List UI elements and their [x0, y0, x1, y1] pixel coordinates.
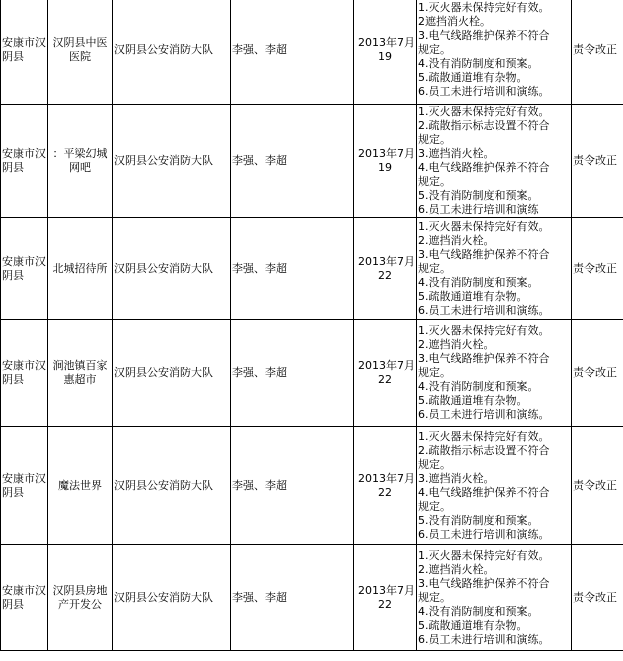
date-cell	[354, 545, 417, 651]
date-day: 19	[378, 161, 392, 174]
dept-cell: 汉阴县公安消防大队	[113, 218, 231, 320]
inspector-cell: 李强、李超	[231, 427, 354, 545]
issues-cell	[417, 427, 572, 545]
issue-line: 1.灭火器未保持完好有效。	[418, 0, 550, 14]
issue-line: 2.疏散指示标志设置不符合	[418, 443, 550, 457]
date-cell	[354, 0, 417, 105]
unit-cell: 汉阴县房地产开发公	[48, 545, 113, 651]
issue-line: 4.电气线路维护保养不符合	[418, 161, 550, 174]
table-row	[1, 0, 623, 105]
region-cell: 安康市汉阴县	[1, 545, 48, 651]
issue-line: 规定。	[418, 499, 451, 513]
unit-cell: 涧池镇百家惠超市	[48, 320, 113, 427]
table-row	[1, 218, 623, 320]
issue-line: 2.疏散指示标志设置不符合	[418, 119, 550, 132]
table-row	[1, 427, 623, 545]
issues-cell	[417, 545, 572, 651]
issues-cell	[417, 105, 572, 218]
action-cell: 责令改正	[572, 0, 623, 105]
unit-cell: 魔法世界	[48, 427, 113, 545]
table-row	[1, 320, 623, 427]
issue-line: 3.遮挡消火栓。	[418, 471, 495, 485]
issue-line: 4.没有消防制度和预案。	[418, 56, 539, 70]
region-cell: 安康市汉阴县	[1, 427, 48, 545]
issue-line: 4.没有消防制度和预案。	[418, 275, 539, 289]
issue-line: 1.灭火器未保持完好有效。	[418, 105, 550, 118]
issue-line: 4.没有消防制度和预案。	[418, 380, 539, 393]
inspector-cell: 李强、李超	[231, 0, 354, 105]
issue-line: 规定。	[418, 42, 451, 56]
issues-cell	[417, 218, 572, 320]
issue-line: 规定。	[418, 590, 451, 604]
action-cell: 责令改正	[572, 218, 623, 320]
date-cell	[354, 105, 417, 218]
issue-line: 5.疏散通道堆有杂物。	[418, 289, 528, 303]
issue-line: 1.灭火器未保持完好有效。	[418, 548, 550, 562]
date-month: 2013年7月	[358, 254, 415, 268]
action-cell: 责令改正	[572, 427, 623, 545]
dept-cell: 汉阴县公安消防大队	[113, 545, 231, 651]
region-cell: 安康市汉阴县	[1, 320, 48, 427]
date-month: 2013年7月	[358, 35, 415, 49]
issue-line: 6.员工未进行培训和演练	[418, 203, 539, 216]
date-day: 22	[378, 373, 392, 386]
unit-cell: ：平梁幻城网吧	[48, 105, 113, 218]
issue-line: 3.遮挡消火栓。	[418, 147, 495, 160]
issue-line: 规定。	[418, 133, 451, 146]
issues-cell	[417, 320, 572, 427]
dept-cell: 汉阴县公安消防大队	[113, 105, 231, 218]
date-month: 2013年7月	[358, 471, 415, 485]
issue-line: 规定。	[418, 175, 451, 188]
date-month: 2013年7月	[358, 583, 415, 597]
issue-line: 1.灭火器未保持完好有效。	[418, 429, 550, 443]
inspector-cell: 李强、李超	[231, 320, 354, 427]
date-month: 2013年7月	[358, 147, 415, 160]
issue-line: 5.没有消防制度和预案。	[418, 513, 539, 527]
dept-cell: 汉阴县公安消防大队	[113, 0, 231, 105]
action-cell: 责令改正	[572, 545, 623, 651]
issue-line: 6.员工未进行培训和演练。	[418, 408, 550, 421]
issue-line: 2.遮挡消火栓。	[418, 338, 495, 351]
issue-line: 1.灭火器未保持完好有效。	[418, 219, 550, 233]
date-cell	[354, 320, 417, 427]
issue-line: 4.电气线路维护保养不符合	[418, 485, 550, 499]
issue-line: 6.员工未进行培训和演练。	[418, 84, 550, 98]
issue-line: 规定。	[418, 261, 451, 275]
date-cell	[354, 427, 417, 545]
action-cell: 责令改正	[572, 320, 623, 427]
date-day: 22	[378, 268, 392, 282]
region-cell: 安康市汉阴县	[1, 0, 48, 105]
issue-line: 5.疏散通道堆有杂物。	[418, 618, 528, 632]
issues-cell	[417, 0, 572, 105]
unit-cell: 汉阴县中医医院	[48, 0, 113, 105]
date-month: 2013年7月	[358, 359, 415, 372]
table-row	[1, 105, 623, 218]
issue-line: 4.没有消防制度和预案。	[418, 604, 539, 618]
date-day: 22	[378, 597, 392, 611]
issue-line: 2.遮挡消火栓。	[418, 233, 495, 247]
inspector-cell: 李强、李超	[231, 105, 354, 218]
action-cell: 责令改正	[572, 105, 623, 218]
dept-cell: 汉阴县公安消防大队	[113, 427, 231, 545]
issue-line: 规定。	[418, 366, 451, 379]
date-day: 19	[378, 49, 392, 63]
inspector-cell: 李强、李超	[231, 218, 354, 320]
issue-line: 1.灭火器未保持完好有效。	[418, 324, 550, 337]
issue-line: 3.电气线路维护保养不符合	[418, 352, 550, 365]
inspector-cell: 李强、李超	[231, 545, 354, 651]
issue-line: 6.员工未进行培训和演练。	[418, 632, 550, 646]
issue-line: 6.员工未进行培训和演练。	[418, 527, 550, 541]
table-row	[1, 545, 623, 651]
issue-line: 2.遮挡消火栓。	[418, 562, 495, 576]
issue-line: 3.电气线路维护保养不符合	[418, 576, 550, 590]
date-cell	[354, 218, 417, 320]
issue-line: 2遮挡消火栓。	[418, 14, 491, 28]
dept-cell: 汉阴县公安消防大队	[113, 320, 231, 427]
issue-line: 6.员工未进行培训和演练。	[418, 303, 550, 317]
issue-line: 5.疏散通道堆有杂物。	[418, 394, 528, 407]
date-day: 22	[378, 485, 392, 499]
unit-cell: 北城招待所	[48, 218, 113, 320]
issue-line: 5.没有消防制度和预案。	[418, 189, 539, 202]
issue-line: 5.疏散通道堆有杂物。	[418, 70, 528, 84]
issue-line: 3.电气线路维护保养不符合	[418, 247, 550, 261]
issue-line: 3.电气线路维护保养不符合	[418, 28, 550, 42]
issue-line: 规定。	[418, 457, 451, 471]
region-cell: 安康市汉阴县	[1, 105, 48, 218]
region-cell: 安康市汉阴县	[1, 218, 48, 320]
